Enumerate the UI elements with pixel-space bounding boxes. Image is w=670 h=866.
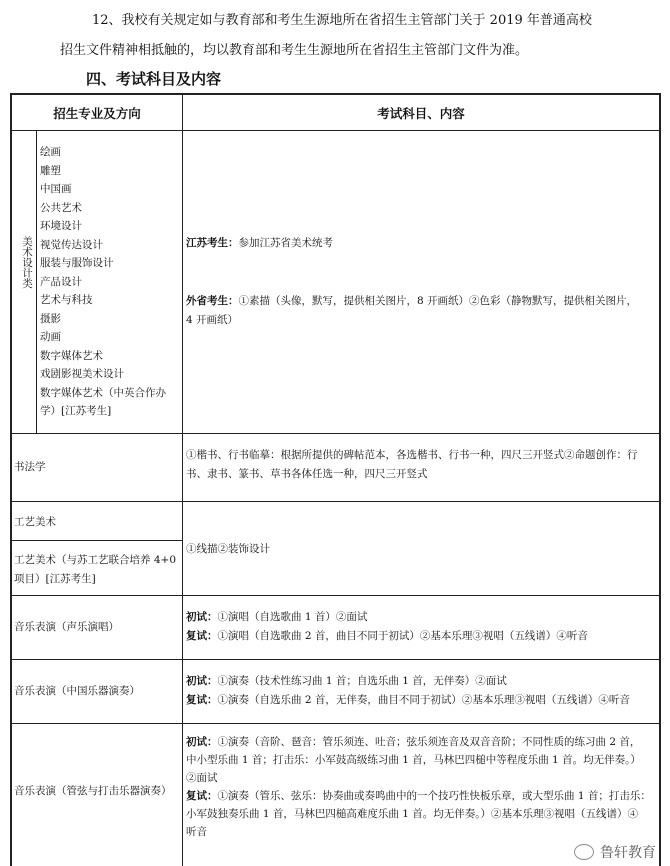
label-retest: 复试： — [186, 693, 218, 706]
art-content-other — [186, 292, 656, 329]
text-prelim: ①演奏（技术性练习曲 1 首；自选乐曲 1 首，无伴奏）②面试 — [217, 675, 507, 687]
major-chinese-instrument: 音乐表演（中国乐器演奏） — [14, 685, 140, 697]
text-other-2: 4 开画纸） — [186, 313, 239, 326]
watermark — [574, 842, 656, 862]
text-jiangsu: 参加江苏省美术统考 — [238, 237, 333, 249]
vocal-content — [186, 608, 658, 645]
major-orchestral: 音乐表演（管弦与打击乐器演奏） — [14, 785, 172, 797]
list-item: 公共艺术 — [40, 201, 82, 214]
major-crafts-joint — [14, 551, 180, 588]
text-line: 书、隶书、篆书、草书各体任选一种，四尺三开竖式 — [186, 467, 428, 480]
text-retest: ①演奏（自选乐曲 2 首，无伴奏，曲目不同于初试）②基本乐理③视唱（五线谱）④听音 — [217, 693, 630, 706]
category-label: 美术设计类 — [21, 236, 33, 289]
list-item: 数字媒体艺术 — [40, 349, 103, 362]
header-major: 招生专业及方向 — [53, 106, 141, 121]
intro-line-1: 12、我校有关规定如与教育部和考生生源地所在省招生主管部门关于 2019 年普通高校 — [92, 13, 592, 28]
text-line: ②面试 — [186, 772, 218, 784]
list-item: 戏剧影视美术设计 — [40, 368, 124, 380]
text-line: 小军鼓独奏乐曲 1 首，马林巴四槌高难度乐曲 1 首。均无伴奏。）②基本乐理③视唱（五线谱）④ — [186, 808, 638, 820]
label-prelim: 初试： — [186, 611, 218, 623]
watermark-text: 鲁轩教育 — [600, 845, 656, 861]
text-line: 项目）[江苏考生] — [14, 572, 96, 585]
calligraphy-content — [186, 446, 658, 483]
crafts-content: ①线描②装饰设计 — [186, 543, 270, 555]
major-vocal: 音乐表演（声乐演唱） — [14, 621, 119, 633]
intro-line-2: 招生文件精神相抵触的，均以教育部和考生生源地所在省招生主管部门文件为准。 — [60, 43, 529, 58]
art-content-jiangsu — [186, 234, 656, 253]
list-item: 雕塑 — [40, 164, 61, 177]
major-calligraphy: 书法学 — [14, 461, 46, 473]
text-line: 听音 — [186, 826, 207, 838]
list-item: 艺术与科技 — [40, 294, 93, 306]
text-line: 工艺美术（与苏工艺联合培养 4+0 — [14, 554, 176, 566]
text-retest: ①演奏（管乐、弦乐：协奏曲或奏鸣曲中的一个技巧性快板乐章，或大型乐曲 1 首；打击乐： — [217, 790, 651, 802]
text-prelim: ①演奏（音阶、琶音：管乐须连、吐音；弦乐须连音及双音音阶；不同性质的练习曲 2 首， — [217, 736, 641, 748]
section-title: 四、考试科目及内容 — [86, 70, 222, 88]
header-content: 考试科目、内容 — [377, 106, 465, 121]
major-crafts: 工艺美术 — [14, 516, 56, 528]
text-other-1: ①素描（头像，默写，提供相关图片，8 开画纸）②色彩（静物默写，提供相关图片， — [238, 295, 638, 307]
label-jiangsu: 江苏考生： — [186, 237, 239, 249]
text-line: ①楷书、行书临摹：根据所提供的碑帖范本，各选楷书、行书一种，四尺三开竖式②命题创作：行 — [186, 449, 638, 461]
list-item: 环境设计 — [40, 220, 82, 232]
chinese-instrument-content — [186, 672, 658, 709]
orchestral-content — [186, 733, 658, 841]
list-item: 动画 — [40, 331, 61, 343]
category-art-design — [18, 236, 32, 295]
list-item: 摄影 — [40, 312, 61, 325]
text-retest: ①演唱（自选歌曲 2 首，曲目不同于初试）②基本乐理③视唱（五线谱）④听音 — [217, 629, 588, 642]
list-item: 服装与服饰设计 — [40, 257, 114, 269]
list-item: 数字媒体艺术（中英合作办 — [40, 386, 166, 399]
label-other-province: 外省考生： — [186, 295, 239, 307]
list-item: 绘画 — [40, 146, 61, 158]
text-line: 中小型乐曲 1 首；打击乐：小军鼓高级练习曲 1 首，马林巴四槌中等程度乐曲 1 首。均无伴奏。） — [186, 754, 641, 766]
label-prelim: 初试： — [186, 675, 218, 687]
art-major-list — [40, 143, 180, 421]
label-prelim: 初试： — [186, 736, 218, 748]
label-retest: 复试： — [186, 629, 218, 642]
list-item: 中国画 — [40, 183, 72, 195]
text-prelim: ①演唱（自选歌曲 1 首）②面试 — [217, 611, 368, 623]
list-item: 学）[江苏考生] — [40, 405, 112, 417]
label-retest: 复试： — [186, 790, 218, 802]
wechat-icon — [574, 844, 594, 860]
list-item: 产品设计 — [40, 275, 82, 288]
list-item: 视觉传达设计 — [40, 238, 103, 251]
